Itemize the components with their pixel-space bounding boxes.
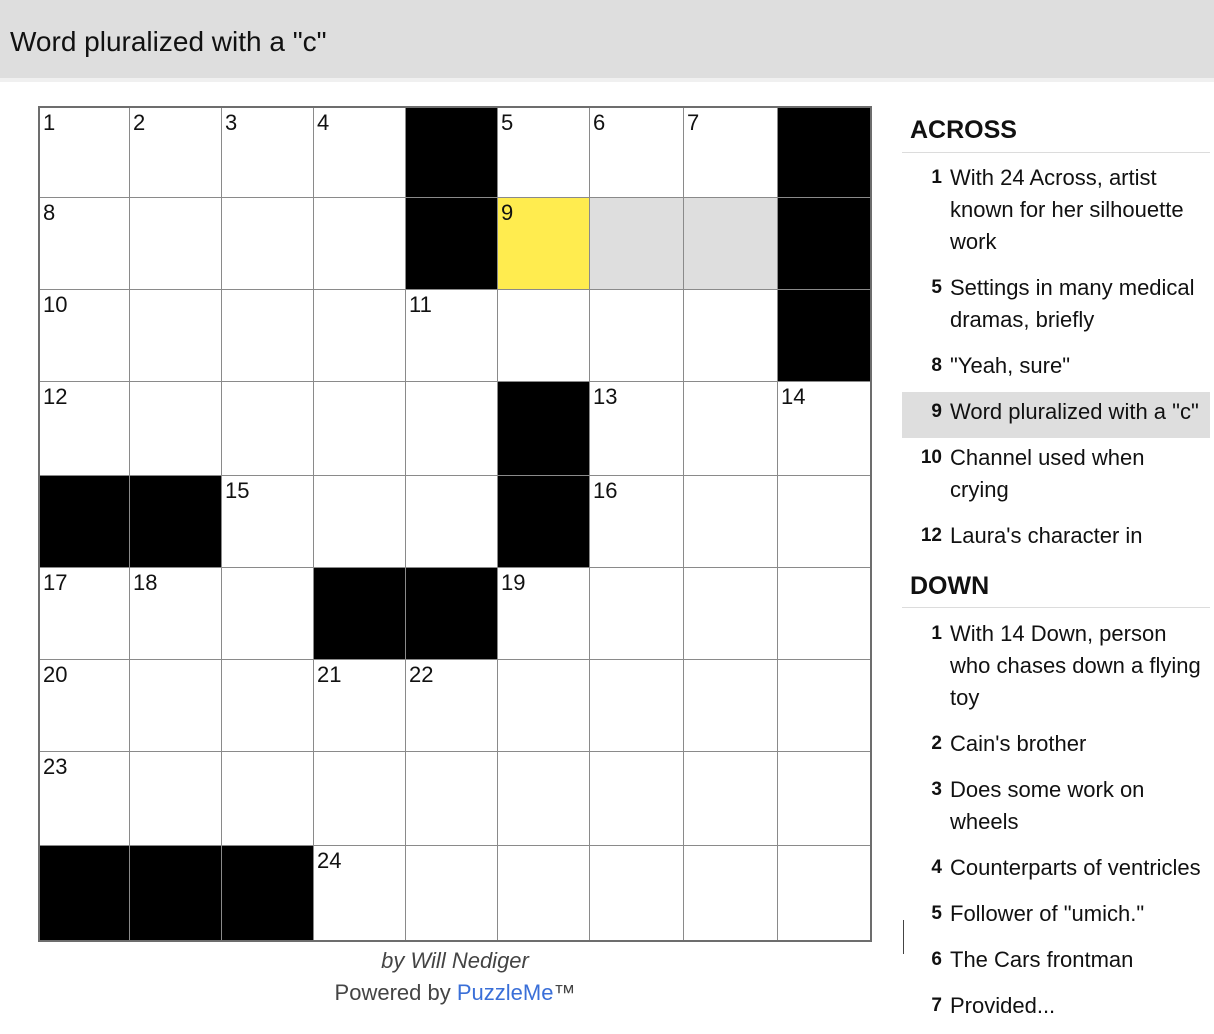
grid-cell[interactable] — [314, 846, 406, 940]
grid-cell[interactable] — [684, 660, 778, 752]
cell-number: 4 — [317, 110, 330, 135]
clue-text: Word pluralized with a "c" — [950, 399, 1199, 424]
clue-item[interactable] — [902, 516, 1210, 562]
clue-item[interactable] — [902, 392, 1210, 438]
grid-cell[interactable] — [40, 198, 130, 290]
grid-cell[interactable] — [684, 752, 778, 846]
clue-text: Follower of "umich." — [950, 901, 1145, 926]
grid-cell[interactable] — [40, 108, 130, 198]
grid-cell[interactable] — [778, 476, 870, 568]
across-clue-list[interactable] — [902, 158, 1210, 562]
grid-cell[interactable] — [222, 198, 314, 290]
grid-cell[interactable] — [130, 752, 222, 846]
grid-cell[interactable] — [314, 382, 406, 476]
grid-cell[interactable] — [778, 846, 870, 940]
grid-cell[interactable] — [130, 382, 222, 476]
black-square — [778, 108, 870, 198]
byline: by Will Nediger — [381, 948, 529, 973]
grid-cell[interactable] — [314, 476, 406, 568]
clue-text: Settings in many medical dramas, briefly — [950, 275, 1195, 332]
cell-number: 10 — [43, 292, 68, 317]
black-square — [778, 290, 870, 382]
grid-cell[interactable] — [590, 752, 684, 846]
grid-cell[interactable] — [406, 382, 498, 476]
clue-text: Channel used when crying — [950, 445, 1145, 502]
cell-number: 1 — [43, 110, 56, 135]
clue-text: "Yeah, sure" — [950, 353, 1071, 378]
grid-cell[interactable] — [406, 660, 498, 752]
grid-cell[interactable] — [222, 752, 314, 846]
grid-cell[interactable] — [684, 476, 778, 568]
grid-cell[interactable] — [498, 752, 590, 846]
black-square — [406, 108, 498, 198]
scroll-cursor-mark — [903, 920, 904, 954]
clue-item[interactable] — [902, 346, 1210, 392]
grid-cell[interactable] — [590, 846, 684, 940]
grid-cell[interactable] — [222, 660, 314, 752]
cell-number: 5 — [501, 110, 514, 135]
grid-cell[interactable] — [684, 290, 778, 382]
grid-cell[interactable] — [684, 568, 778, 660]
grid-cell[interactable] — [406, 290, 498, 382]
black-square — [778, 198, 870, 290]
clue-number: 3 — [931, 779, 942, 800]
cell-number: 9 — [501, 200, 514, 225]
black-square — [406, 198, 498, 290]
black-square — [130, 846, 222, 940]
clue-number: 9 — [931, 401, 942, 422]
clue-number: 12 — [920, 525, 942, 546]
black-square — [40, 846, 130, 940]
grid-cell[interactable] — [498, 660, 590, 752]
grid-cell[interactable] — [40, 290, 130, 382]
down-divider — [902, 607, 1210, 608]
current-clue-bar — [0, 0, 1214, 82]
grid-cell[interactable] — [130, 660, 222, 752]
clue-item[interactable] — [902, 986, 1210, 1032]
powered-by-prefix: Powered by — [334, 980, 457, 1005]
clue-item[interactable] — [902, 894, 1210, 940]
grid-cell[interactable] — [314, 108, 406, 198]
cell-number: 17 — [43, 570, 68, 595]
grid-cell[interactable] — [590, 108, 684, 198]
grid-cell[interactable] — [222, 568, 314, 660]
grid-cell[interactable] — [222, 382, 314, 476]
black-square — [498, 476, 590, 568]
grid-cell[interactable] — [778, 382, 870, 476]
clue-number: 2 — [931, 733, 942, 754]
trademark-symbol: ™ — [553, 980, 576, 1005]
grid-cell[interactable] — [314, 198, 406, 290]
across-heading: ACROSS — [910, 116, 1017, 144]
cell-number: 12 — [43, 384, 68, 409]
grid-cell[interactable] — [314, 660, 406, 752]
grid-cell[interactable] — [498, 108, 590, 198]
clue-number: 1 — [931, 623, 942, 644]
clue-text: Counterparts of ventricles — [950, 855, 1201, 880]
black-square — [40, 476, 130, 568]
grid-cell[interactable] — [130, 108, 222, 198]
grid-cell[interactable] — [684, 846, 778, 940]
clue-number: 10 — [920, 447, 942, 468]
cell-number: 14 — [781, 384, 806, 409]
clue-number: 6 — [931, 949, 942, 970]
clue-number: 5 — [931, 277, 942, 298]
clue-text: With 24 Across, artist known for her silhouette work — [950, 165, 1184, 254]
clue-text: Laura's character in — [950, 523, 1143, 548]
clue-number: 7 — [931, 995, 942, 1016]
cell-number: 6 — [593, 110, 606, 135]
clue-item[interactable] — [902, 848, 1210, 894]
grid-cell[interactable] — [406, 846, 498, 940]
puzzleme-link[interactable]: PuzzleMe — [456, 980, 554, 1005]
grid-cell[interactable] — [222, 290, 314, 382]
clue-item[interactable] — [902, 724, 1210, 770]
clue-text: Does some work on wheels — [950, 777, 1145, 834]
grid-cell[interactable] — [222, 476, 314, 568]
cell-number: 15 — [225, 478, 250, 503]
grid-cell[interactable] — [590, 290, 684, 382]
powered-by — [38, 980, 872, 1006]
grid-cell[interactable] — [590, 568, 684, 660]
grid-cell[interactable] — [684, 382, 778, 476]
grid-cell[interactable] — [498, 290, 590, 382]
cell-number: 13 — [593, 384, 618, 409]
grid-cell[interactable] — [590, 660, 684, 752]
down-heading: DOWN — [910, 572, 990, 600]
black-square — [222, 846, 314, 940]
clue-text: Cain's brother — [950, 731, 1087, 756]
grid-cell[interactable] — [778, 660, 870, 752]
cell-number: 24 — [317, 848, 342, 873]
clue-item[interactable] — [902, 940, 1210, 986]
grid-cell[interactable] — [684, 108, 778, 198]
across-divider — [902, 152, 1210, 153]
grid-cell[interactable] — [406, 476, 498, 568]
down-clue-list[interactable] — [902, 614, 1210, 1034]
cell-number: 21 — [317, 662, 342, 687]
clue-item[interactable] — [902, 614, 1210, 724]
black-square — [406, 568, 498, 660]
grid-cell[interactable] — [498, 198, 590, 290]
clue-text: Provided... — [950, 993, 1056, 1018]
cell-number: 20 — [43, 662, 68, 687]
clue-number: 4 — [931, 857, 942, 878]
grid-cell[interactable] — [40, 382, 130, 476]
clue-item[interactable] — [902, 158, 1210, 268]
grid-cell[interactable] — [684, 198, 778, 290]
grid-cell[interactable] — [314, 752, 406, 846]
grid-cell[interactable] — [498, 568, 590, 660]
clue-number: 5 — [931, 903, 942, 924]
grid-cell[interactable] — [590, 476, 684, 568]
clue-item[interactable] — [902, 268, 1210, 346]
clue-text: The Cars frontman — [950, 947, 1134, 972]
crossword-grid[interactable] — [38, 106, 872, 942]
black-square — [130, 476, 222, 568]
grid-cell[interactable] — [40, 568, 130, 660]
current-clue-text: Word pluralized with a "c" — [10, 26, 327, 57]
grid-cell[interactable] — [40, 752, 130, 846]
black-square — [314, 568, 406, 660]
cell-number: 22 — [409, 662, 434, 687]
grid-cell[interactable] — [130, 568, 222, 660]
grid-cell[interactable] — [778, 752, 870, 846]
clue-item[interactable] — [902, 438, 1210, 516]
cell-number: 2 — [133, 110, 146, 135]
cell-number: 19 — [501, 570, 526, 595]
clue-number: 1 — [931, 167, 942, 188]
clue-text: With 14 Down, person who chases down a flying toy — [950, 621, 1201, 710]
cell-number: 16 — [593, 478, 618, 503]
grid-cell[interactable] — [406, 752, 498, 846]
black-square — [498, 382, 590, 476]
grid-cell[interactable] — [498, 846, 590, 940]
cell-number: 3 — [225, 110, 238, 135]
cell-number: 8 — [43, 200, 56, 225]
clue-number: 8 — [931, 355, 942, 376]
grid-cell[interactable] — [130, 290, 222, 382]
cell-number: 11 — [409, 292, 432, 317]
grid-cell[interactable] — [778, 568, 870, 660]
grid-cell[interactable] — [590, 198, 684, 290]
cell-number: 23 — [43, 754, 68, 779]
grid-cell[interactable] — [222, 108, 314, 198]
grid-cell[interactable] — [130, 198, 222, 290]
grid-cell[interactable] — [40, 660, 130, 752]
cell-number: 7 — [687, 110, 700, 135]
cell-number: 18 — [133, 570, 158, 595]
clue-item[interactable] — [902, 770, 1210, 848]
grid-cell[interactable] — [590, 382, 684, 476]
grid-cell[interactable] — [314, 290, 406, 382]
